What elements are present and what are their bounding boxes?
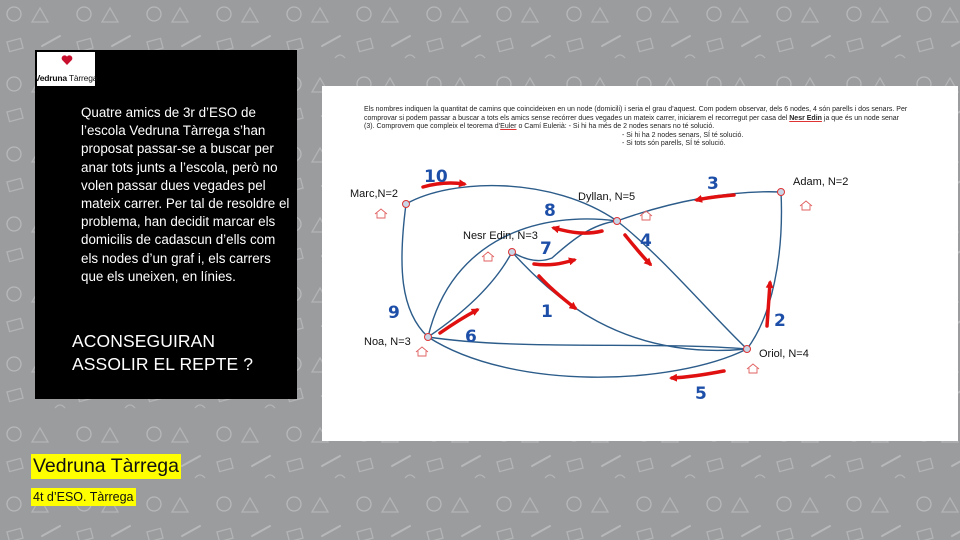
- arrow-step-5: [672, 371, 724, 378]
- step-number-6: 6: [465, 327, 477, 347]
- step-number-10: 10: [424, 167, 448, 187]
- house-icon-marc: [375, 209, 387, 218]
- step-number-4: 4: [640, 231, 652, 251]
- challenge-question: ACONSEGUIRAN ASSOLIR EL REPTE ?: [72, 331, 254, 374]
- arrow-step-2: [767, 283, 770, 326]
- rule-two-odd: - Si hi ha 2 nodes senars, SÍ té solució.: [622, 131, 744, 139]
- node-label-noa: Noa, N=3: [364, 336, 411, 348]
- step-number-1: 1: [541, 302, 553, 322]
- node-label-marc: Marc,N=2: [350, 188, 398, 200]
- step-number-8: 8: [544, 201, 556, 221]
- node-label-dyllan: Dyllan, N=5: [578, 191, 636, 203]
- logo-text: Vedruna Tàrrega: [34, 73, 98, 83]
- node-marc: [403, 201, 410, 208]
- edge-dyllan-oriol: [617, 221, 747, 349]
- house-icon-adam: [800, 201, 812, 210]
- node-adam: [778, 189, 785, 196]
- rule-all-even: - Si tots són parells, SÍ té solució.: [622, 140, 726, 148]
- highlight-name: Nesr Edin: [789, 114, 822, 122]
- step-number-3: 3: [707, 174, 719, 194]
- intro-text: Quatre amics de 3r d’ESO de l’escola Vedruna Tàrrega s’han proposat passar-se a buscar per anar tots junts a l’escola, però no volen passar dues vegades pel mateix carrer. Per tal de resoldre el problema, han decidit marcar els domicilis de cadascun d’ells com els nodes d’un graf i, els carrers que els uneixen, en línies.: [81, 105, 290, 284]
- course-label: 4t d’ESO. Tàrrega: [33, 490, 134, 504]
- street-graph: [322, 86, 958, 441]
- step-number-7: 7: [540, 239, 552, 259]
- node-oriol: [744, 346, 751, 353]
- node-dyllan: [614, 218, 621, 225]
- step-number-9: 9: [388, 303, 400, 323]
- explanation-paragraph: Els nombres indiquen la quantitat de camins que coincideixen en un node (domicili) i seria el grau d’aquest. Com podem observar, dels 6 nodes, 4 són parells i dos senars. Per comprovar si podem passar a buscar a tots els amics sense recórrer dues vegades un mateix carrer, iniciarem el recorregut per casa del Nesr Edin ja que és un node senar (3). Comprovem que compleix el teorema d’Euler o Camí Eulerià: - Si hi ha més de 2 nodes senars no té solució.: [364, 106, 908, 131]
- node-nesr: [509, 249, 516, 256]
- node-label-adam: Adam, N=2: [793, 176, 849, 188]
- house-icon-noa: [416, 347, 428, 356]
- school-logo: [34, 52, 98, 86]
- node-noa: [425, 334, 432, 341]
- intro-panel: [35, 50, 297, 399]
- edge-nesr-noa: [428, 252, 512, 337]
- arrow-step-3: [697, 195, 734, 200]
- arrow-step-8: [554, 228, 602, 233]
- graph-panel: [322, 86, 958, 441]
- house-icon-oriol: [747, 364, 759, 373]
- step-number-2: 2: [774, 311, 786, 331]
- euler-word: Euler: [500, 123, 517, 131]
- node-label-nesr: Nesr Edin, N=3: [463, 230, 538, 242]
- edge-marc-noa: [402, 204, 428, 337]
- node-label-oriol: Oriol, N=4: [759, 348, 809, 360]
- school-name-label: Vedruna Tàrrega: [33, 455, 179, 477]
- heart-icon: [61, 54, 73, 66]
- house-icon-nesr: [482, 252, 494, 261]
- step-number-5: 5: [695, 384, 707, 404]
